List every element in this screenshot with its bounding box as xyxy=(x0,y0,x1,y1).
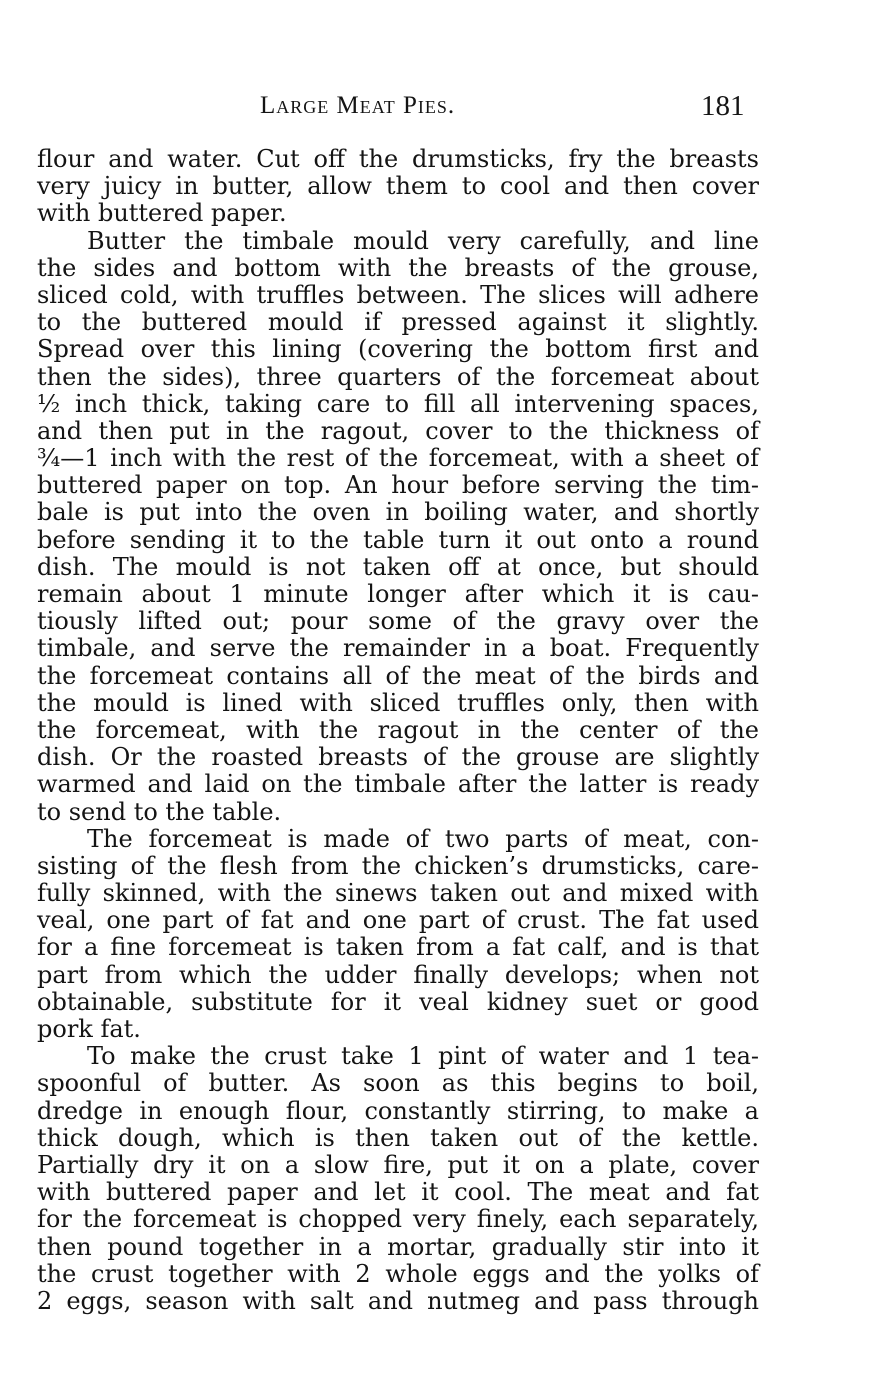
text-line: thick dough, which is then taken out of the kettle. xyxy=(37,1123,759,1152)
text-line: The forcemeat is made of two parts of meat, con- xyxy=(87,824,759,853)
running-head: Large Meat Pies. xyxy=(260,92,456,119)
text-line: timbale, and serve the remainder in a boat. Frequently xyxy=(37,634,759,663)
text-line: remain about 1 minute longer after which it is cau- xyxy=(37,580,759,608)
text-line: spoonful of butter. As soon as this begins to boil, xyxy=(37,1069,759,1098)
text-line: Spread over this lining (covering the bottom first and xyxy=(37,335,759,364)
text-line: Butter the timbale mould very carefully, and line xyxy=(87,226,759,255)
text-line: very juicy in butter, allow them to cool and then cover xyxy=(37,172,759,201)
text-line: ½ inch thick, taking care to fill all intervening spaces, xyxy=(37,389,759,418)
text-line: the sides and bottom with the breasts of the grouse, xyxy=(37,253,759,282)
text-line: for a fine forcemeat is taken from a fat calf, and is that xyxy=(37,933,759,962)
text-line: part from which the udder finally develops; when not xyxy=(37,960,759,989)
text-line: tiously lifted out; pour some of the gravy over the xyxy=(37,607,759,636)
text-line: pork fat. xyxy=(37,1015,141,1043)
text-line: the forcemeat, with the ragout in the center of the xyxy=(37,715,759,744)
text-line: To make the crust take 1 pint of water and 1 tea- xyxy=(87,1042,759,1071)
text-line: sisting of the flesh from the chicken’s drumsticks, care- xyxy=(37,851,759,880)
text-line: to the buttered mould if pressed against it slightly. xyxy=(37,308,759,337)
text-line: veal, one part of fat and one part of crust. The fat used xyxy=(37,906,759,935)
text-line: before sending it to the table turn it out onto a round xyxy=(37,525,759,554)
paragraph-3 xyxy=(37,826,759,1044)
text-line: bale is put into the oven in boiling water, and shortly xyxy=(37,498,759,527)
text-line: sliced cold, with truffles between. The slices will adhere xyxy=(37,280,759,309)
text-line: warmed and laid on the timbale after the latter is ready xyxy=(37,770,759,799)
text-line: the crust together with 2 whole eggs and the yolks of xyxy=(37,1259,759,1288)
text-line: with buttered paper and let it cool. The meat and fat xyxy=(37,1178,759,1207)
paragraph-2 xyxy=(37,228,759,826)
text-line: the mould is lined with sliced truffles only, then with xyxy=(37,688,759,717)
text-line: dish. The mould is not taken off at once, but should xyxy=(37,552,759,581)
text-line: fully skinned, with the sinews taken out and mixed with xyxy=(37,879,759,908)
text-line: then pound together in a mortar, gradually stir into it xyxy=(37,1232,759,1261)
text-line: obtainable, substitute for it veal kidney suet or good xyxy=(37,987,759,1016)
paragraph-4 xyxy=(37,1043,759,1315)
text-line: the forcemeat contains all of the meat of the birds and xyxy=(37,661,759,690)
text-line: 2 eggs, season with salt and nutmeg and pass through xyxy=(37,1286,759,1315)
text-line: with buttered paper. xyxy=(37,199,287,228)
text-line: dish. Or the roasted breasts of the grouse are slightly xyxy=(37,743,759,772)
text-line: dredge in enough flour, constantly stirring, to make a xyxy=(37,1096,759,1125)
text-line: flour and water. Cut off the drumsticks, fry the breasts xyxy=(37,145,759,173)
text-line: for the forcemeat is chopped very finely, each separately, xyxy=(37,1205,759,1234)
text-line: then the sides), three quarters of the forcemeat about xyxy=(37,362,759,391)
text-line: buttered paper on top. An hour before serving the tim- xyxy=(37,471,759,500)
text-line: Partially dry it on a slow fire, put it on a plate, cover xyxy=(37,1150,759,1179)
paragraph-1 xyxy=(37,146,759,228)
text-line: and then put in the ragout, cover to the thickness of xyxy=(37,416,759,445)
body-text xyxy=(37,146,759,1315)
text-line: ¾—1 inch with the rest of the forcemeat, with a sheet of xyxy=(37,444,759,473)
page-number: 181 xyxy=(701,90,745,122)
text-line: to send to the table. xyxy=(37,797,282,826)
